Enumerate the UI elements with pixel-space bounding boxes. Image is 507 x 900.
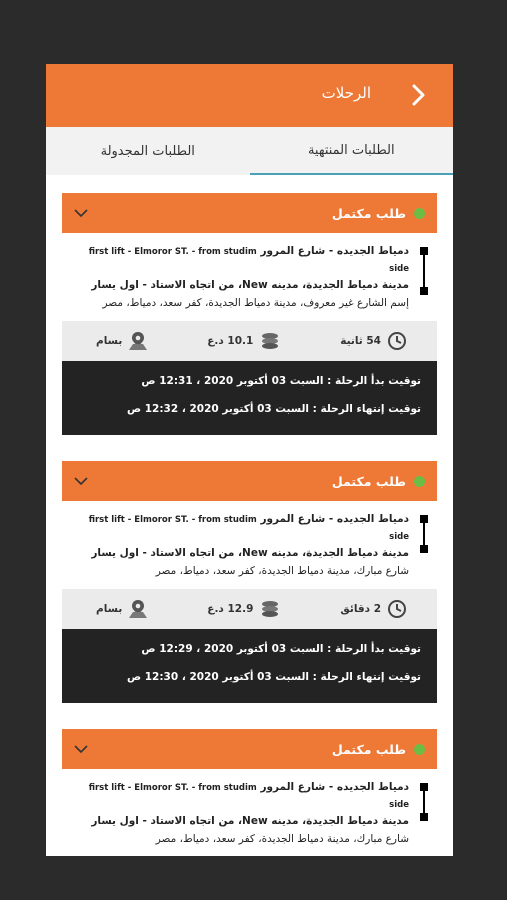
route-end-marker: [420, 287, 428, 295]
tab-scheduled-requests[interactable]: الطلبات المجدولة: [100, 143, 195, 159]
trip-price: [207, 599, 281, 619]
trip-duration-value: 2 دقائق: [340, 603, 381, 615]
status-dot-icon: [414, 208, 425, 219]
clock-icon: [387, 599, 407, 619]
trip-times: [62, 361, 437, 435]
trip-info-row: [62, 321, 437, 361]
trip-card-header[interactable]: [62, 729, 437, 769]
coins-icon: [259, 599, 281, 619]
pickup-address: [70, 511, 409, 561]
route-start-marker: [420, 247, 428, 255]
trip-duration-value: 54 ثانية: [340, 335, 381, 347]
pickup-address-line2: مدينة دمياط الجديدة، مدينه New، من اتجاه الاستاد - اول يسار: [91, 547, 409, 559]
pickup-address: [70, 779, 409, 829]
map-pin-user-icon: [128, 331, 148, 351]
chevron-right-icon: [411, 84, 425, 106]
pickup-address-line2: مدينة دمياط الجديدة، مدينه New، من اتجاه الاستاد - اول يسار: [91, 815, 409, 827]
map-pin-user-icon: [128, 599, 148, 619]
trip-card-header[interactable]: [62, 461, 437, 501]
trip-driver: [96, 331, 148, 351]
pickup-address-line1: دمياط الجديده - شارع المرور: [260, 245, 409, 257]
pickup-address-sub: first lift - Elmoror ST. - from studim side: [88, 783, 409, 810]
clock-icon: [387, 331, 407, 351]
trip-info-row: [62, 589, 437, 629]
status-dot-icon: [414, 744, 425, 755]
app-bar: [46, 64, 453, 127]
dropoff-address: شارع مبارك، مدينة دمياط الجديدة، كفر سعد، دمياط، مصر: [155, 833, 409, 845]
trip-route: [62, 233, 437, 321]
trip-duration: [340, 599, 407, 619]
trip-price-value: 10.1 د.ع: [207, 335, 254, 347]
trip-card: [62, 729, 437, 856]
dropoff-address: شارع مبارك، مدينة دمياط الجديدة، كفر سعد، دمياط، مصر: [155, 565, 409, 577]
trip-card: [62, 461, 437, 703]
trip-duration: [340, 331, 407, 351]
trip-start-time: توقيت بدأ الرحلة : السبت 03 أكتوبر 2020 ، 12:31 ص: [141, 375, 421, 387]
trip-card-header[interactable]: [62, 193, 437, 233]
trip-driver-name: بسام: [96, 603, 123, 615]
route-start-marker: [420, 783, 428, 791]
trip-status: طلب مكتمل: [331, 205, 406, 221]
trip-status: طلب مكتمل: [331, 741, 406, 757]
pickup-address-line1: دمياط الجديده - شارع المرور: [260, 513, 409, 525]
trip-route: [62, 501, 437, 589]
chevron-down-icon[interactable]: [74, 208, 88, 218]
trip-price-value: 12.9 د.ع: [207, 603, 254, 615]
pickup-address: [70, 243, 409, 293]
trip-start-time: توقيت بدأ الرحلة : السبت 03 أكتوبر 2020 ، 12:29 ص: [141, 643, 421, 655]
pickup-address-line1: دمياط الجديده - شارع المرور: [260, 781, 409, 793]
tab-bar: [46, 127, 453, 175]
chevron-down-icon[interactable]: [74, 744, 88, 754]
page-title: الرحلات: [321, 84, 371, 102]
trip-driver: [96, 599, 148, 619]
pickup-address-sub: first lift - Elmoror ST. - from studim side: [88, 515, 409, 542]
pickup-address-line2: مدينة دمياط الجديدة، مدينه New، من اتجاه الاستاد - اول يسار: [91, 279, 409, 291]
route-end-marker: [420, 813, 428, 821]
route-start-marker: [420, 515, 428, 523]
trip-driver-name: بسام: [96, 335, 123, 347]
trip-route: [62, 769, 437, 856]
status-dot-icon: [414, 476, 425, 487]
trip-end-time: توقيت إنتهاء الرحلة : السبت 03 أكتوبر 2020 ، 12:30 ص: [126, 671, 421, 683]
trip-list: [46, 175, 453, 856]
dropoff-address: إسم الشارع غير معروف، مدينة دمياط الجديدة، كفر سعد، دمياط، مصر: [102, 297, 409, 309]
trip-price: [207, 331, 281, 351]
trip-card: [62, 193, 437, 435]
back-button[interactable]: [405, 82, 431, 108]
trip-end-time: توقيت إنتهاء الرحلة : السبت 03 أكتوبر 2020 ، 12:32 ص: [126, 403, 421, 415]
trip-times: [62, 629, 437, 703]
tab-finished-requests[interactable]: الطلبات المنتهية: [250, 127, 454, 175]
route-end-marker: [420, 545, 428, 553]
coins-icon: [259, 331, 281, 351]
chevron-down-icon[interactable]: [74, 476, 88, 486]
trip-status: طلب مكتمل: [331, 473, 406, 489]
app-screen: [46, 64, 453, 856]
pickup-address-sub: first lift - Elmoror ST. - from studim side: [88, 247, 409, 274]
